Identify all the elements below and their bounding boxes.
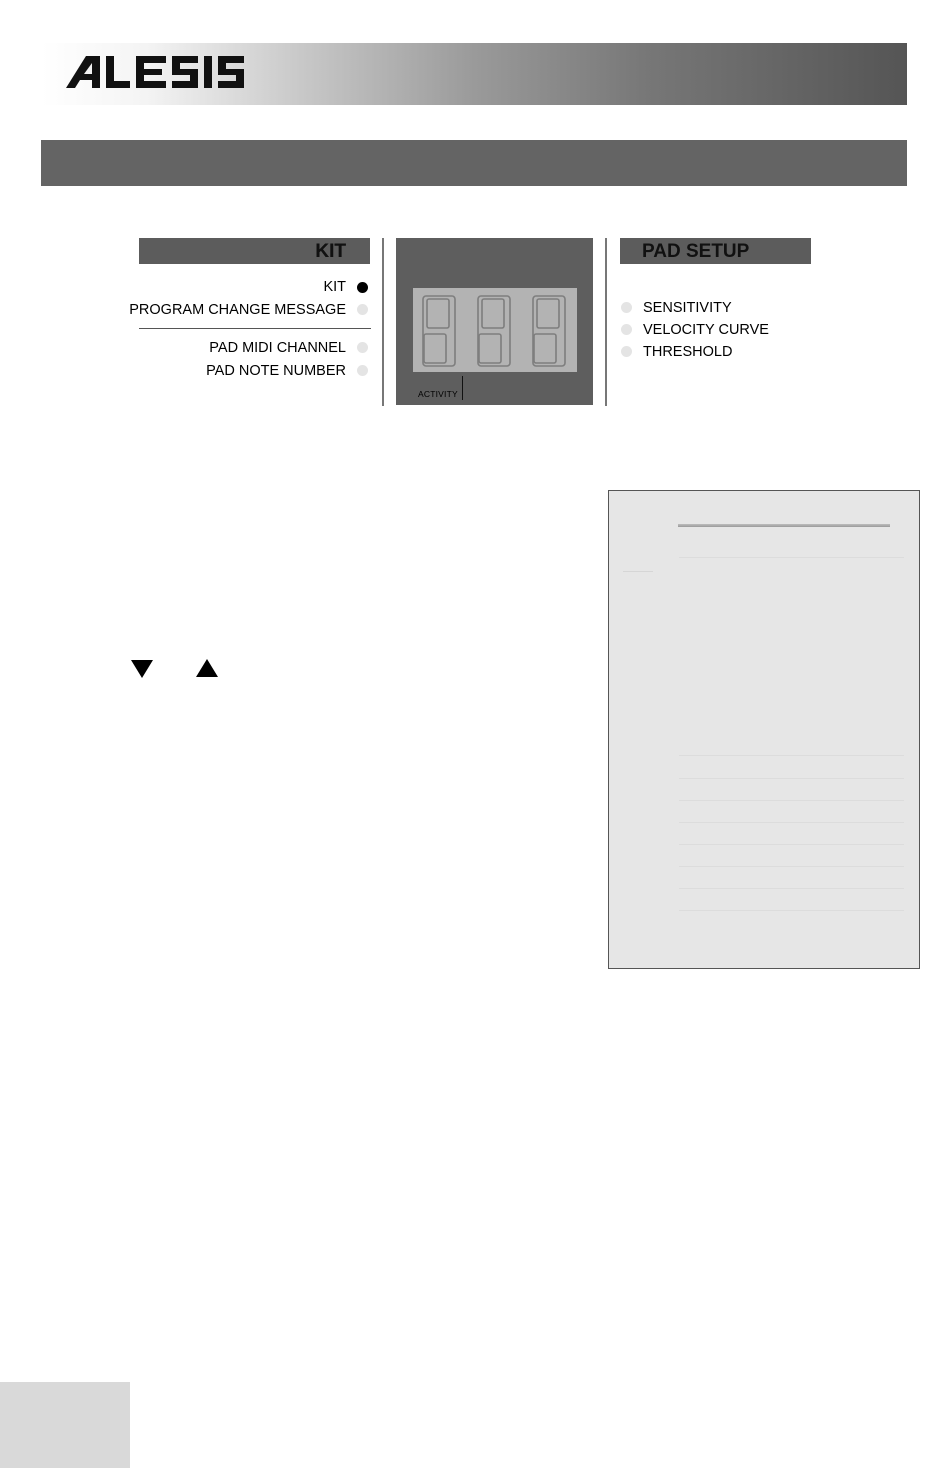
kit-item-label: PROGRAM CHANGE MESSAGE — [129, 302, 346, 318]
kit-led-indicator — [357, 282, 368, 293]
sidebar-rule — [679, 866, 904, 867]
activity-label: ACTIVITY — [418, 389, 458, 399]
kit-panel-title — [139, 238, 370, 264]
sidebar-rule — [679, 822, 904, 823]
section-title-bar — [41, 140, 907, 186]
pad-setup-item-threshold: THRESHOLD — [643, 344, 733, 360]
sidebar-rule — [679, 844, 904, 845]
kit-panel-title-text: KIT — [315, 241, 346, 262]
pad-note-number-led-indicator — [357, 365, 368, 376]
kit-item-label: KIT — [323, 279, 346, 295]
kit-item-pad-note-number — [206, 363, 346, 379]
page-corner-tab — [0, 1382, 130, 1468]
down-triangle-icon — [131, 660, 153, 678]
sidebar-rule — [679, 800, 904, 801]
sidebar-rule — [679, 888, 904, 889]
up-triangle-icon — [196, 659, 218, 677]
sidebar-box — [608, 490, 920, 969]
pad-setup-panel-title — [620, 238, 811, 264]
sidebar-rule — [679, 778, 904, 779]
seven-segment-digits-icon — [413, 288, 577, 372]
sensitivity-led-indicator — [621, 302, 632, 313]
pad-midi-channel-led-indicator — [357, 342, 368, 353]
sidebar-tick — [623, 571, 653, 572]
velocity-curve-led-indicator — [621, 324, 632, 335]
kit-item-pad-midi-channel — [209, 340, 346, 356]
pad-setup-title-text: PAD SETUP — [642, 241, 750, 262]
panel-divider-left — [382, 238, 384, 406]
sidebar-rule — [679, 755, 904, 756]
panel-divider-right — [605, 238, 607, 406]
kit-item-label: PAD NOTE NUMBER — [206, 363, 346, 379]
kit-item-program-change — [129, 302, 346, 318]
kit-item-kit — [323, 279, 346, 295]
alesis-logo — [66, 52, 244, 92]
threshold-led-indicator — [621, 346, 632, 357]
kit-item-label: PAD MIDI CHANNEL — [209, 340, 346, 356]
pad-setup-item-sensitivity: SENSITIVITY — [643, 300, 732, 316]
sidebar-top-rule — [678, 524, 890, 527]
seven-segment-display — [413, 288, 577, 372]
sidebar-rule — [679, 557, 904, 558]
activity-indicator-line — [462, 376, 463, 400]
pad-setup-item-velocity-curve: VELOCITY CURVE — [643, 322, 769, 338]
sidebar-rule — [679, 910, 904, 911]
kit-divider — [139, 328, 371, 329]
program-change-led-indicator — [357, 304, 368, 315]
